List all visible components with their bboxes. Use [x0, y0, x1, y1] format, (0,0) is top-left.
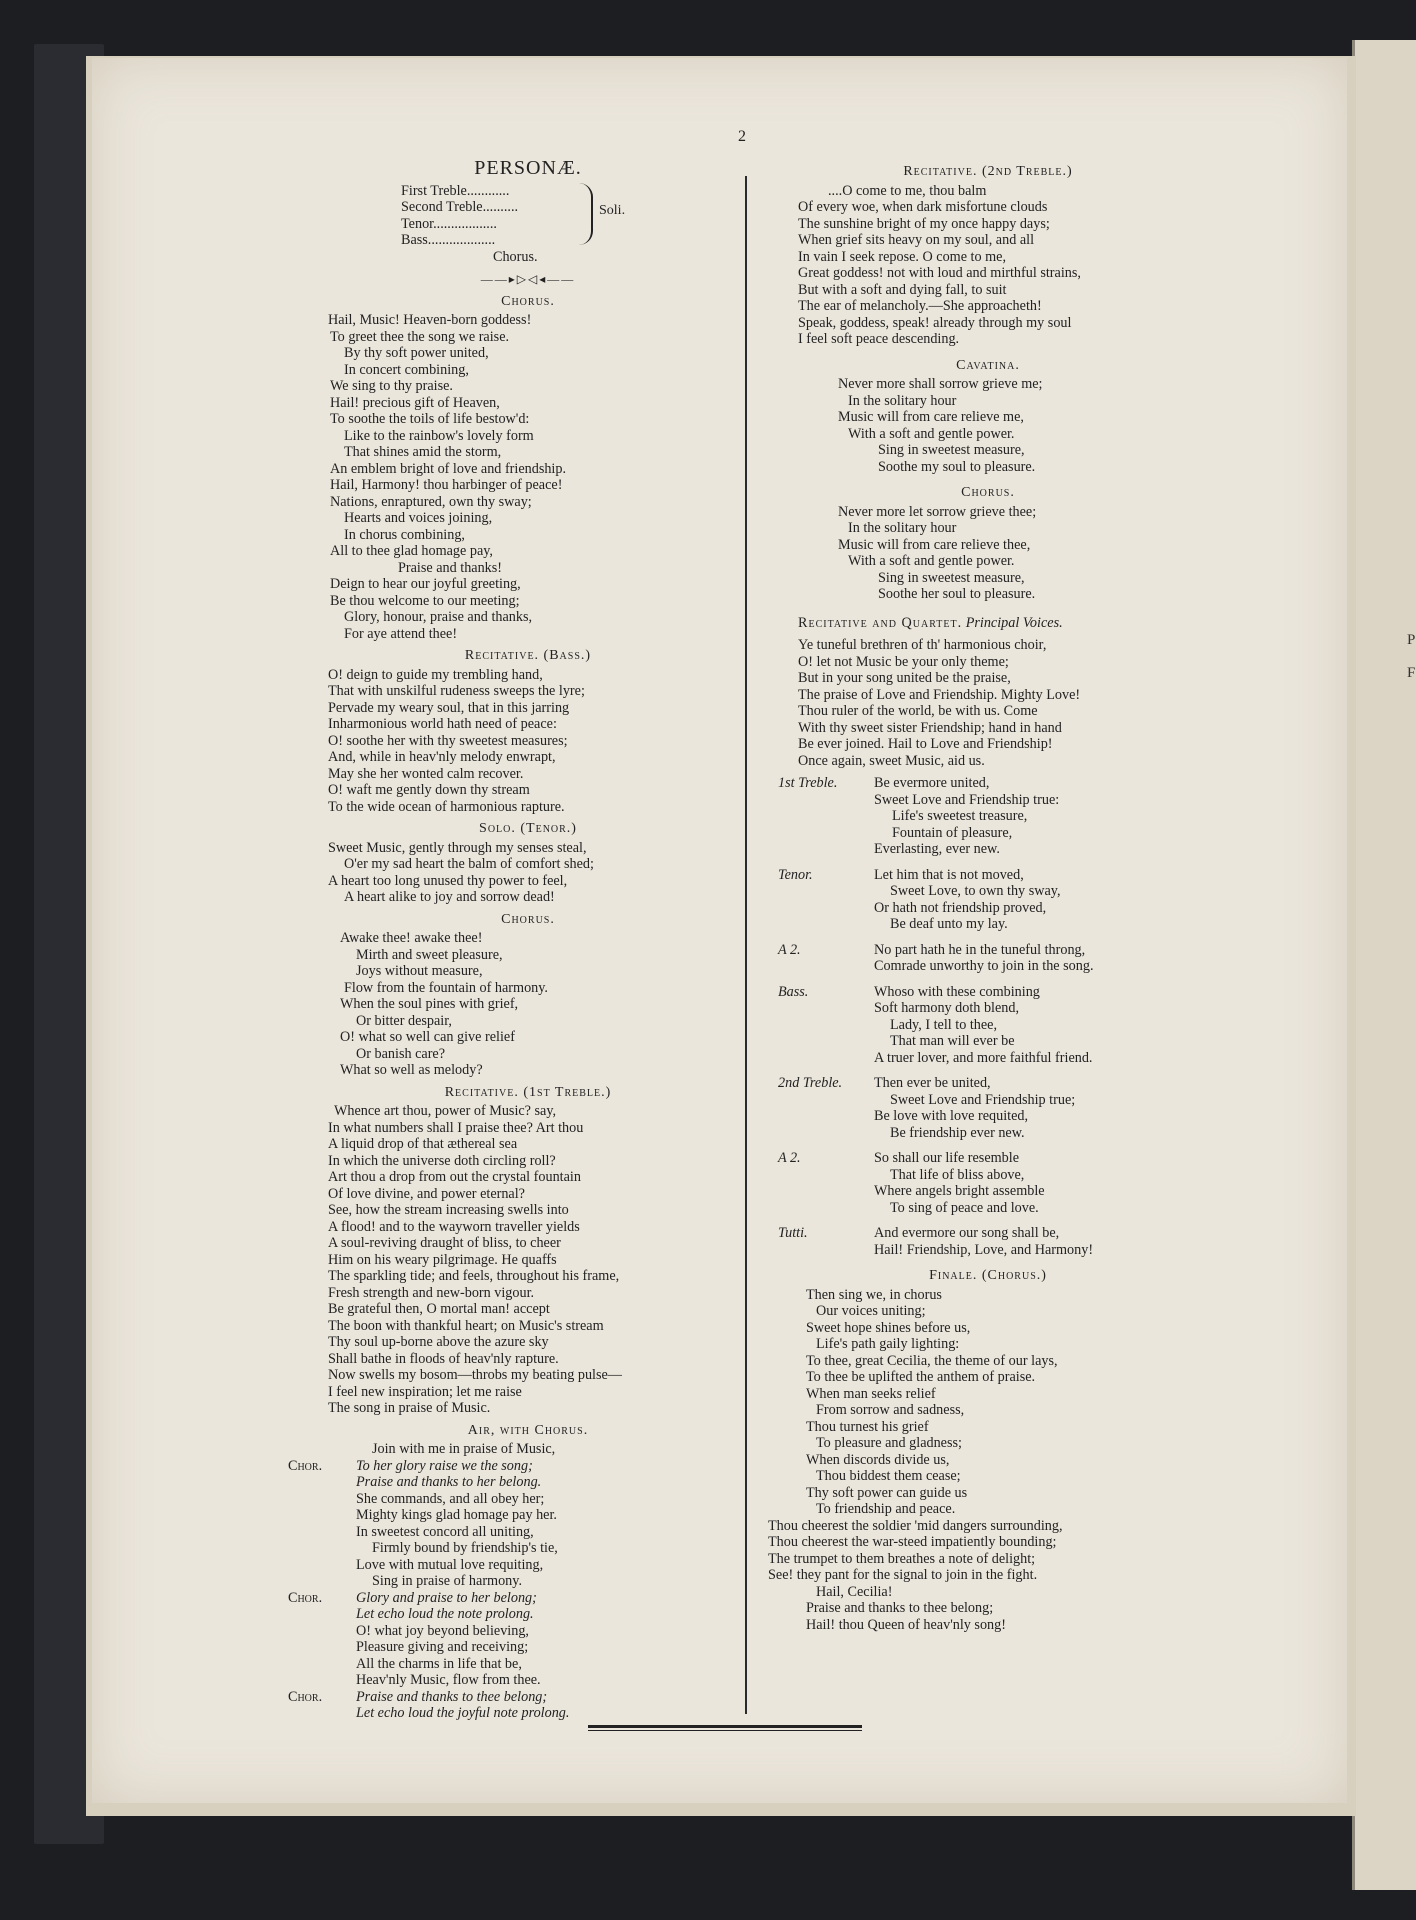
section-heading: Chorus. — [961, 485, 1015, 500]
voice-label: Tutti. — [778, 1225, 808, 1241]
verse-text: Join with me in praise of Music, — [372, 1441, 556, 1457]
voice-part — [778, 942, 1178, 975]
verse-block — [798, 637, 1178, 769]
air-line — [288, 1507, 728, 1524]
verse-text: Or hath not friendship proved, — [874, 899, 1047, 916]
air-line — [288, 1474, 728, 1491]
section-heading: Air, with Chorus. — [467, 1422, 589, 1438]
verse-line: O! let not Music be your only theme; — [798, 653, 1009, 670]
verse-line: Nations, enraptured, own thy sway; — [330, 493, 532, 510]
verse-line: Hail, Music! Heaven-born goddess! — [328, 312, 532, 328]
voice-part — [778, 867, 1178, 933]
cast-item: First Treble............ — [401, 182, 510, 199]
verse-line: In chorus combining, — [344, 526, 465, 543]
part-line — [778, 1033, 1178, 1050]
verse-line: In vain I seek repose. O come to me, — [798, 248, 1007, 265]
verse-line: ....O come to me, thou balm — [828, 182, 987, 199]
verse-line: Never more let sorrow grieve thee; — [838, 503, 1037, 520]
verse-block — [328, 840, 728, 906]
verse-text: Sweet Love and Friendship true; — [890, 1091, 1076, 1108]
air-line — [288, 1672, 728, 1689]
verse-text: Comrade unworthy to join in the song. — [874, 958, 1094, 974]
verse-line: To thee be uplifted the anthem of praise. — [806, 1369, 1036, 1385]
verse-text: That life of bliss above, — [890, 1166, 1025, 1183]
verse-line: What so well as melody? — [340, 1062, 483, 1078]
verse-block — [798, 183, 1178, 348]
verse-line: O'er my sad heart the balm of comfort shed; — [344, 856, 594, 872]
verse-block — [328, 930, 728, 1079]
verse-text: Love with mutual love requiting, — [356, 1556, 544, 1573]
verse-line: A soul-reviving draught of bliss, to cheer — [328, 1235, 561, 1251]
voice-part — [778, 1150, 1178, 1216]
verse-line: Thy soul up-borne above the azure sky — [328, 1334, 549, 1350]
verse-line: The sparkling tide; and feels, throughout his frame, — [328, 1268, 620, 1284]
verse-line: When the soul pines with grief, — [340, 996, 519, 1012]
next-page-edge — [1352, 40, 1416, 1890]
part-line — [778, 1050, 1178, 1067]
verse-line: Glory, honour, praise and thanks, — [344, 609, 533, 625]
verse-line: In concert combining, — [344, 361, 469, 378]
verse-line: Ye tuneful brethren of th' harmonious choir, — [798, 637, 1047, 653]
air-line — [288, 1705, 728, 1722]
part-line — [778, 775, 1178, 792]
brace — [579, 183, 593, 245]
verse-line: Thy soft power can guide us — [806, 1484, 968, 1501]
air-line — [288, 1441, 728, 1458]
part-line — [778, 916, 1178, 933]
chorus-tag: Chor. — [288, 1589, 323, 1606]
part-line — [778, 808, 1178, 825]
part-line — [778, 1000, 1178, 1017]
verse-line: But in your song united be the praise, — [798, 670, 1011, 686]
verse-line: Speak, goddess, speak! already through my soul — [798, 314, 1072, 331]
verse-line: A heart alike to joy and sorrow dead! — [344, 889, 555, 905]
part-line — [778, 942, 1178, 959]
section-heading: Recitative and Quartet. — [798, 614, 963, 631]
verse-line: To the wide ocean of harmonious rapture. — [328, 798, 565, 815]
soli-label: Soli. — [599, 202, 626, 218]
verse-line: With a soft and gentle power. — [848, 425, 1015, 442]
verse-text: In sweetest concord all uniting, — [356, 1523, 534, 1540]
section-heading: Recitative. (1st Treble.) — [444, 1084, 612, 1100]
verse-line: Fresh strength and new-born vigour. — [328, 1284, 535, 1301]
next-page-letter: F — [1407, 665, 1416, 681]
verse-line: We sing to thy praise. — [330, 378, 453, 394]
verse-line: An emblem bright of love and friendship. — [330, 460, 567, 477]
verse-text: Glory and praise to her belong; — [356, 1589, 537, 1606]
chorus-label: Chorus. — [493, 248, 538, 265]
part-line — [778, 900, 1178, 917]
closing-rule — [588, 1725, 862, 1728]
cast-list — [401, 183, 728, 249]
part-line — [778, 958, 1178, 975]
column-rule — [745, 176, 747, 1714]
part-line — [778, 1225, 1178, 1242]
verse-line: Soothe her soul to pleasure. — [878, 586, 1036, 602]
verse-line: Praise and thanks to thee belong; — [806, 1600, 994, 1616]
verse-line: To greet thee the song we raise. — [330, 328, 510, 345]
verse-line: Sweet Music, gently through my senses steal, — [328, 839, 587, 856]
part-line — [778, 825, 1178, 842]
verse-text: Soft harmony doth blend, — [874, 1000, 1020, 1016]
verse-line: Mirth and sweet pleasure, — [356, 946, 503, 963]
verse-line: That shines amid the storm, — [344, 444, 502, 460]
section-heading: Finale. (Chorus.) — [929, 1268, 1047, 1283]
verse-text: So shall our life resemble — [874, 1150, 1019, 1166]
verse-line: O! waft me gently down thy stream — [328, 782, 530, 798]
verse-line: To pleasure and gladness; — [816, 1435, 962, 1451]
verse-text: And evermore our song shall be, — [874, 1225, 1060, 1241]
voice-part — [778, 1225, 1178, 1258]
verse-block — [768, 1287, 1178, 1634]
quartet-heading-row — [798, 615, 1178, 632]
verse-text: Heav'nly Music, flow from thee. — [356, 1672, 541, 1688]
part-line — [778, 883, 1178, 900]
verse-line: And, while in heav'nly melody enwrapt, — [328, 749, 556, 765]
verse-line: The boon with thankful heart; on Music's stream — [328, 1317, 604, 1334]
part-line — [778, 1092, 1178, 1109]
verse-line: Our voices uniting; — [816, 1303, 926, 1319]
verse-text: Praise and thanks to thee belong; — [356, 1688, 548, 1705]
right-column — [768, 160, 1178, 1633]
verse-line: With thy sweet sister Friendship; hand in hand — [798, 719, 1062, 736]
verse-line: To soothe the toils of life bestow'd: — [330, 411, 530, 427]
verse-line: Music will from care relieve me, — [838, 409, 1024, 425]
verse-line: To thee, great Cecilia, the theme of our lays, — [806, 1352, 1058, 1369]
verse-line: In which the universe doth circling roll? — [328, 1152, 556, 1169]
verse-line: But with a soft and dying fall, to suit — [798, 281, 1007, 298]
verse-text: To sing of peace and love. — [890, 1199, 1039, 1216]
air-line — [288, 1623, 728, 1640]
verse-line: Or banish care? — [356, 1045, 446, 1062]
personae-title: PERSONÆ. — [474, 157, 582, 179]
part-line — [778, 1200, 1178, 1217]
verse-text: To her glory raise we the song; — [356, 1457, 533, 1474]
voice-label: 2nd Treble. — [778, 1075, 843, 1091]
verse-block — [798, 504, 1178, 603]
verse-line: Sweet hope shines before us, — [806, 1319, 971, 1336]
verse-text: Lady, I tell to thee, — [890, 1016, 998, 1033]
air-line — [288, 1557, 728, 1574]
verse-line: All to thee glad homage pay, — [330, 543, 493, 559]
verse-line: Once again, sweet Music, aid us. — [798, 752, 985, 769]
verse-block — [798, 376, 1178, 475]
verse-line: May she her wonted calm recover. — [328, 765, 524, 782]
verse-text: Let echo loud the note prolong. — [356, 1606, 534, 1622]
verse-text: Where angels bright assemble — [874, 1183, 1045, 1199]
verse-line: In what numbers shall I praise thee? Art thou — [328, 1119, 584, 1136]
verse-text: Let echo loud the joyful note prolong. — [356, 1705, 570, 1721]
verse-line: Thou biddest them cease; — [816, 1468, 961, 1484]
verse-text: Be love with love requited, — [874, 1108, 1029, 1124]
voice-part — [778, 984, 1178, 1067]
verse-line: Hearts and voices joining, — [344, 510, 493, 526]
air-line — [288, 1524, 728, 1541]
section-heading: Cavatina. — [956, 357, 1020, 373]
section-heading: Recitative. (Bass.) — [464, 648, 592, 663]
verse-text: Be deaf unto my lay. — [890, 916, 1008, 932]
verse-line: Then sing we, in chorus — [806, 1286, 942, 1303]
air-line — [288, 1573, 728, 1590]
chorus-tag: Chor. — [288, 1457, 323, 1474]
section-heading: Chorus. — [501, 911, 555, 927]
section-heading: Solo. (Tenor.) — [479, 821, 577, 836]
verse-line: The praise of Love and Friendship. Mighty Love! — [798, 686, 1081, 703]
verse-text: Hail! Friendship, Love, and Harmony! — [874, 1241, 1094, 1258]
page-number: 2 — [738, 128, 746, 145]
verse-text: Fountain of pleasure, — [892, 824, 1013, 841]
verse-line: Awake thee! awake thee! — [340, 930, 483, 946]
verse-line: With a soft and gentle power. — [848, 553, 1015, 569]
next-page-letter: P — [1407, 632, 1416, 648]
verse-text: That man will ever be — [890, 1033, 1015, 1049]
verse-line: Thou ruler of the world, be with us. Come — [798, 703, 1038, 719]
part-line — [778, 1242, 1178, 1259]
verse-line: Sing in sweetest measure, — [878, 442, 1025, 458]
left-column — [288, 157, 728, 1722]
verse-text: Be evermore united, — [874, 775, 990, 791]
chorus-tag: Chor. — [288, 1688, 323, 1705]
air-line — [288, 1491, 728, 1508]
verse-line: O! what so well can give relief — [340, 1029, 515, 1045]
part-line — [778, 984, 1178, 1001]
verse-line: Pervade my weary soul, that in this jarring — [328, 699, 570, 716]
voice-label: Tenor. — [778, 866, 813, 883]
verse-line: See, how the stream increasing swells into — [328, 1202, 569, 1218]
verse-line: I feel soft peace descending. — [798, 331, 960, 347]
part-line — [778, 1167, 1178, 1184]
air-line — [288, 1689, 728, 1706]
verse-line: To friendship and peace. — [816, 1501, 956, 1517]
voice-part — [778, 775, 1178, 858]
verse-line: Soothe my soul to pleasure. — [878, 458, 1036, 475]
verse-line: Hail, Harmony! thou harbinger of peace! — [330, 477, 563, 493]
verse-line: Or bitter despair, — [356, 1012, 452, 1029]
verse-line: Sing in sweetest measure, — [878, 569, 1025, 586]
cast-item: Bass................... — [401, 232, 496, 248]
verse-text: Sing in praise of harmony. — [372, 1573, 522, 1589]
verse-line: In the solitary hour — [848, 520, 957, 536]
verse-line: Hail! thou Queen of heav'nly song! — [806, 1616, 1006, 1633]
verse-line: Hail! precious gift of Heaven, — [330, 394, 500, 411]
verse-line: From sorrow and sadness, — [816, 1402, 965, 1418]
verse-line: A flood! and to the wayworn traveller yields — [328, 1218, 580, 1235]
part-line — [778, 1150, 1178, 1167]
verse-line: The sunshine bright of my once happy days; — [798, 215, 1050, 232]
air-line — [288, 1458, 728, 1475]
verse-text: Then ever be united, — [874, 1075, 991, 1091]
verse-line: Inharmonious world hath need of peace: — [328, 716, 557, 732]
verse-block — [328, 667, 728, 816]
verse-text: Whoso with these combining — [874, 983, 1040, 1000]
cast-item: Tenor.................. — [401, 215, 497, 232]
verse-line: O! deign to guide my trembling hand, — [328, 666, 543, 683]
section-subheading: Principal Voices. — [965, 614, 1063, 631]
part-line — [778, 1125, 1178, 1142]
verse-line: A liquid drop of that æthereal sea — [328, 1136, 518, 1152]
voice-parts — [778, 775, 1178, 1258]
closing-rule-thin — [588, 1730, 862, 1731]
verse-line: The song in praise of Music. — [328, 1400, 491, 1416]
verse-text: Sweet Love and Friendship true: — [874, 791, 1060, 808]
verse-line: Hail, Cecilia! — [816, 1583, 893, 1600]
verse-line: See! they pant for the signal to join in the fight. — [768, 1567, 1038, 1583]
verse-line: Shall bathe in floods of heav'nly rapture. — [328, 1350, 559, 1367]
verse-text: No part hath he in the tuneful throng, — [874, 941, 1086, 958]
verse-text: Pleasure giving and receiving; — [356, 1639, 529, 1655]
verse-line: Great goddess! not with loud and mirthful strains, — [798, 265, 1081, 281]
verse-line: Like to the rainbow's lovely form — [344, 427, 534, 444]
voice-label: A 2. — [778, 1150, 801, 1166]
verse-text: All the charms in life that be, — [356, 1655, 522, 1672]
verse-line: Be grateful then, O mortal man! accept — [328, 1301, 550, 1317]
section-heading: Chorus. — [501, 293, 555, 309]
verse-text: Mighty kings glad homage pay her. — [356, 1507, 557, 1523]
verse-line: Now swells my bosom—throbs my beating pulse— — [328, 1367, 622, 1383]
part-line — [778, 792, 1178, 809]
verse-line: The ear of melancholy.—She approacheth! — [798, 298, 1042, 314]
verse-line: Deign to hear our joyful greeting, — [330, 576, 521, 592]
verse-line: Of love divine, and power eternal? — [328, 1185, 525, 1202]
verse-line: For aye attend thee! — [344, 625, 458, 642]
verse-line: Life's path gaily lighting: — [816, 1336, 960, 1352]
voice-label: A 2. — [778, 941, 801, 958]
verse-line: O! soothe her with thy sweetest measures; — [328, 732, 568, 749]
air-line — [288, 1656, 728, 1673]
verse-line: When grief sits heavy on my soul, and all — [798, 232, 1035, 248]
part-line — [778, 841, 1178, 858]
verse-line: Praise and thanks! — [398, 559, 503, 576]
air-line — [288, 1606, 728, 1623]
verse-text: Life's sweetest treasure, — [892, 808, 1028, 824]
cast-item: Second Treble.......... — [401, 199, 519, 215]
verse-line: Joys without measure, — [356, 963, 483, 979]
verse-block — [328, 1103, 728, 1417]
verse-line: That with unskilful rudeness sweeps the lyre; — [328, 683, 585, 699]
verse-text: O! what joy beyond believing, — [356, 1622, 529, 1639]
voice-part — [778, 1075, 1178, 1141]
verse-text: Praise and thanks to her belong. — [356, 1474, 542, 1490]
verse-line: Be ever joined. Hail to Love and Friendship! — [798, 736, 1053, 752]
verse-line: When discords divide us, — [806, 1451, 950, 1468]
verse-line: Music will from care relieve thee, — [838, 536, 1031, 553]
part-line — [778, 867, 1178, 884]
verse-line: The trumpet to them breathes a note of delight; — [768, 1550, 1036, 1567]
verse-line: Thou turnest his grief — [806, 1418, 929, 1435]
verse-text: A truer lover, and more faithful friend. — [874, 1049, 1093, 1066]
verse-text: Sweet Love, to own thy sway, — [890, 883, 1061, 899]
part-line — [778, 1108, 1178, 1125]
verse-line: In the solitary hour — [848, 392, 957, 409]
part-line — [778, 1075, 1178, 1092]
verse-line: Him on his weary pilgrimage. He quaffs — [328, 1251, 557, 1268]
section-heading: Recitative. (2nd Treble.) — [903, 164, 1073, 179]
verse-block — [288, 1441, 728, 1722]
air-line — [288, 1639, 728, 1656]
part-line — [778, 1183, 1178, 1200]
air-line — [288, 1590, 728, 1607]
verse-line: Thou cheerest the soldier 'mid dangers surrounding, — [768, 1517, 1063, 1534]
verse-line: Of every woe, when dark misfortune clouds — [798, 199, 1048, 215]
voice-label: 1st Treble. — [778, 775, 838, 791]
air-line — [288, 1540, 728, 1557]
verse-line: When man seeks relief — [806, 1385, 936, 1402]
verse-line: Whence art thou, power of Music? say, — [334, 1103, 557, 1119]
verse-line: A heart too long unused thy power to feel, — [328, 872, 568, 889]
verse-line: Be thou welcome to our meeting; — [330, 592, 520, 609]
verse-text: Be friendship ever new. — [890, 1124, 1025, 1141]
ornament-divider: ——▸▷◁◂—— — [480, 272, 576, 286]
verse-text: Let him that is not moved, — [874, 866, 1024, 883]
verse-text: Everlasting, ever new. — [874, 841, 1000, 857]
verse-text: Firmly bound by friendship's tie, — [372, 1540, 558, 1556]
verse-line: Flow from the fountain of harmony. — [344, 979, 548, 996]
part-line — [778, 1017, 1178, 1034]
verse-line: I feel new inspiration; let me raise — [328, 1383, 522, 1400]
verse-block — [328, 312, 728, 642]
verse-line: By thy soft power united, — [344, 345, 489, 361]
verse-text: She commands, and all obey her; — [356, 1490, 545, 1507]
verse-line: Never more shall sorrow grieve me; — [838, 376, 1043, 392]
voice-label: Bass. — [778, 983, 809, 1000]
verse-line: Art thou a drop from out the crystal fountain — [328, 1169, 581, 1185]
verse-line: Thou cheerest the war-steed impatiently bounding; — [768, 1534, 1057, 1550]
